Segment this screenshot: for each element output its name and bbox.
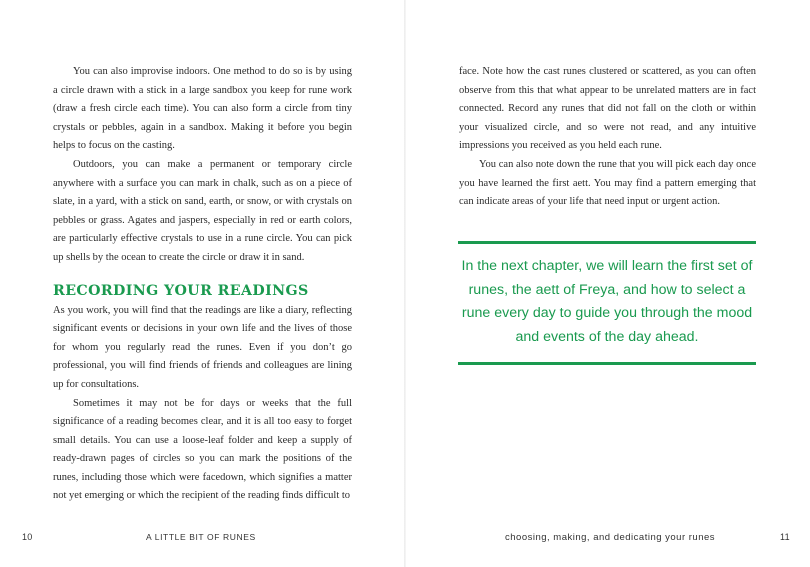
page-number-left: 10 [22, 532, 33, 542]
right-text-column [459, 63, 756, 212]
callout-text: In the next chapter, we will learn the first set of runes, the aett of Freya, and how to select a rune every day to guide you through the mood and events of the day ahead. [461, 258, 753, 345]
paragraph: You can also improvise indoors. One method to do so is by using a circle drawn with a stick in a large sandbox you keep for rune work (draw a fresh circle each time). You can also form a circle from tiny crystals or pebbles, again in a sandbox. Making it before you begin helps to focus on the casting. [53, 66, 352, 152]
paragraph: face. Note how the cast runes clustered or scattered, as you can often observe from this that what appear to be unrelated matters are in fact connected. Record any runes that did not fall on the cloth or within your visualized circle, and so were not read, and any intuitive impressions you received as you held each rune. [459, 66, 756, 152]
paragraph: You can also note down the rune that you will pick each day once you have learned the first aett. You may find a pattern emerging that can indicate areas of your life that need input or urgent action. [459, 158, 756, 208]
running-head-left: A LITTLE BIT OF RUNES [146, 532, 256, 542]
paragraph: Outdoors, you can make a permanent or temporary circle anywhere with a surface you can mark in chalk, such as on a piece of slate, in a yard, with a stick on sand, earth, or snow, or with crystals on pebbles or grass. Agates and jaspers, especially in red or earth colors, are particularly effective crystals to use in a rune circle. You can pick up shells by the ocean to create the circle or draw it in sand. [53, 158, 352, 263]
chapter-callout-box [458, 241, 756, 365]
right-page [405, 0, 810, 567]
running-head-right: choosing, making, and dedicating your runes [505, 532, 716, 543]
left-text-column [53, 63, 352, 506]
page-number-right: 11 [780, 532, 790, 542]
section-heading: RECORDING YOUR READINGS [53, 282, 309, 299]
paragraph: As you work, you will find that the readings are like a diary, reflecting significant events or decisions in your own life and the lives of those for whom you regularly read the runes. Even if you don’t go professional, you will find friends of friends and colleagues are lining up for consultations. [53, 304, 352, 390]
paragraph: Sometimes it may not be for days or weeks that the full significance of a reading becomes clear, and it is all too easy to forget small details. You can use a loose-leaf folder and keep a supply of ready-drawn pages of circles so you can mark the positions of the runes, including those which were facedown, which signifies a matter not yet emerging or which the recipient of the reading finds difficult to [53, 397, 352, 502]
